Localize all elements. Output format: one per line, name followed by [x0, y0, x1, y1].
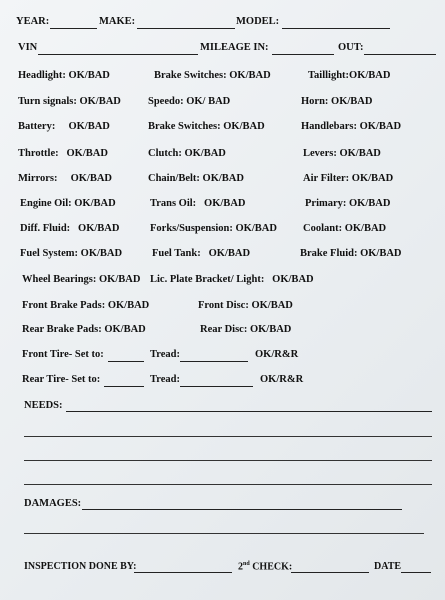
damages-label: DAMAGES:: [24, 498, 82, 509]
second-check-text: CHECK:: [249, 561, 293, 573]
make-field[interactable]: [137, 28, 235, 29]
second-check-label: [238, 561, 292, 572]
second-check-ordinal: nd: [243, 561, 250, 567]
front-tire-label: Front Tire- Set to:: [22, 349, 104, 360]
front-tread-field[interactable]: [180, 361, 248, 362]
damages-line-2[interactable]: [24, 533, 424, 534]
rear-tread-field[interactable]: [180, 386, 253, 387]
check-wheel-bearings[interactable]: Wheel Bearings: OK/BAD: [22, 274, 141, 285]
needs-line-1[interactable]: [66, 411, 432, 412]
check-horn[interactable]: Horn: OK/BAD: [301, 96, 373, 107]
check-brake-switches[interactable]: Brake Switches: OK/BAD: [154, 70, 271, 81]
check-battery[interactable]: Battery: OK/BAD: [18, 121, 110, 132]
model-field[interactable]: [282, 28, 390, 29]
check-speedo[interactable]: Speedo: OK/ BAD: [148, 96, 231, 107]
check-diff-fluid[interactable]: Diff. Fluid: OK/BAD: [20, 223, 120, 234]
year-field[interactable]: [50, 28, 97, 29]
inspection-done-by-field[interactable]: [134, 572, 232, 573]
year-label: YEAR:: [16, 16, 50, 27]
front-tread-label: Tread:: [150, 349, 180, 360]
inspection-done-by-label: INSPECTION DONE BY:: [24, 561, 137, 572]
check-headlight[interactable]: Headlight: OK/BAD: [18, 70, 110, 81]
check-chain-belt[interactable]: Chain/Belt: OK/BAD: [148, 173, 244, 184]
check-plate-bracket[interactable]: Lic. Plate Bracket/ Light: OK/BAD: [150, 274, 314, 285]
vin-label: VIN: [18, 42, 38, 53]
mileage-out-label: OUT:: [338, 42, 364, 53]
check-taillight[interactable]: Taillight:OK/BAD: [308, 70, 391, 81]
check-throttle[interactable]: Throttle: OK/BAD: [18, 148, 108, 159]
check-air-filter[interactable]: Air Filter: OK/BAD: [303, 173, 394, 184]
needs-line-4[interactable]: [24, 484, 432, 485]
check-front-brake-pads[interactable]: Front Brake Pads: OK/BAD: [22, 300, 150, 311]
rear-tire-result[interactable]: OK/R&R: [260, 374, 304, 385]
make-label: MAKE:: [99, 16, 136, 27]
check-mirrors[interactable]: Mirrors: OK/BAD: [18, 173, 112, 184]
check-coolant[interactable]: Coolant: OK/BAD: [303, 223, 387, 234]
check-fuel-system[interactable]: Fuel System: OK/BAD: [20, 248, 123, 259]
front-tire-result[interactable]: OK/R&R: [255, 349, 299, 360]
second-check-field[interactable]: [291, 572, 369, 573]
needs-label: NEEDS:: [24, 400, 63, 411]
check-levers[interactable]: Levers: OK/BAD: [303, 148, 381, 159]
check-handlebars[interactable]: Handlebars: OK/BAD: [301, 121, 402, 132]
front-tire-pressure-field[interactable]: [108, 361, 144, 362]
rear-tire-pressure-field[interactable]: [104, 386, 144, 387]
mileage-out-field[interactable]: [364, 54, 436, 55]
vin-field[interactable]: [38, 54, 198, 55]
check-rear-brake-pads[interactable]: Rear Brake Pads: OK/BAD: [22, 324, 146, 335]
mileage-in-field[interactable]: [272, 54, 334, 55]
check-fuel-tank[interactable]: Fuel Tank: OK/BAD: [152, 248, 251, 259]
check-front-disc[interactable]: Front Disc: OK/BAD: [198, 300, 293, 311]
date-field[interactable]: [401, 572, 431, 573]
check-trans-oil[interactable]: Trans Oil: OK/BAD: [150, 198, 246, 209]
check-primary[interactable]: Primary: OK/BAD: [305, 198, 391, 209]
check-turn-signals[interactable]: Turn signals: OK/BAD: [18, 96, 121, 107]
needs-line-3[interactable]: [24, 460, 432, 461]
check-brake-fluid[interactable]: Brake Fluid: OK/BAD: [300, 248, 402, 259]
date-label: DATE: [374, 561, 402, 572]
mileage-in-label: MILEAGE IN:: [200, 42, 269, 53]
needs-line-2[interactable]: [24, 436, 432, 437]
rear-tread-label: Tread:: [150, 374, 180, 385]
check-clutch[interactable]: Clutch: OK/BAD: [148, 148, 226, 159]
damages-line-1[interactable]: [82, 509, 402, 510]
model-label: MODEL:: [236, 16, 280, 27]
check-rear-disc[interactable]: Rear Disc: OK/BAD: [200, 324, 292, 335]
second-check-number: 2: [238, 561, 243, 573]
rear-tire-label: Rear Tire- Set to:: [22, 374, 101, 385]
check-forks-suspension[interactable]: Forks/Suspension: OK/BAD: [150, 223, 277, 234]
check-engine-oil[interactable]: Engine Oil: OK/BAD: [20, 198, 116, 209]
check-brake-switches-2[interactable]: Brake Switches: OK/BAD: [148, 121, 265, 132]
